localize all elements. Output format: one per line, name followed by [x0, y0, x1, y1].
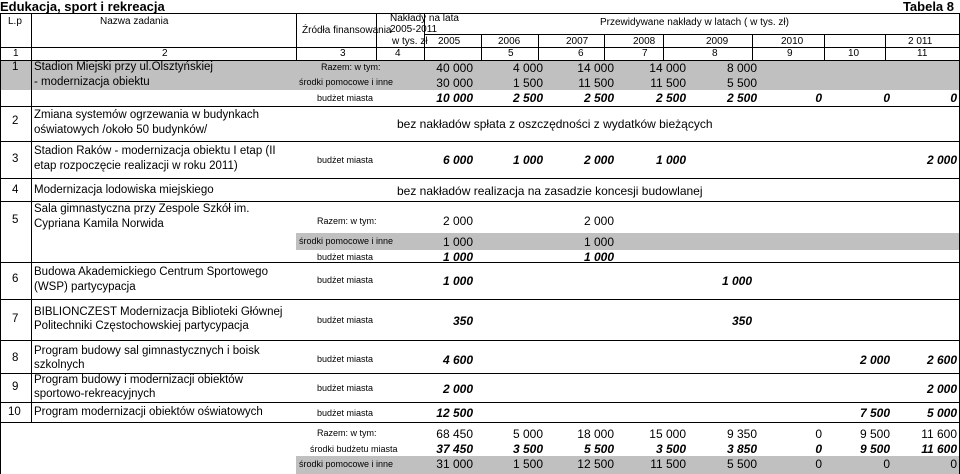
table-label: Tabela 8 [902, 0, 954, 14]
colnum-8: 8 [712, 48, 718, 59]
row7-src: budżet miasta [317, 315, 374, 325]
row1-name-1: Stadion Miejski przy ul.Olsztyńskiej [34, 61, 213, 73]
row1-2007-p: 11 500 [650, 76, 686, 90]
sum-2009-b: 0 [815, 442, 822, 456]
row5-src-2: środki pomocowe i inne [299, 236, 394, 246]
header-naklady-2: 2005-2011 [390, 24, 438, 35]
row9-lp: 9 [12, 381, 19, 393]
colnum-5: 5 [508, 48, 514, 59]
row2-name-2: oświatowych /około 50 budynków/ [34, 124, 208, 136]
row1-total-b: 10 000 [436, 91, 473, 105]
row8-name-2: szkolnych [34, 359, 85, 371]
sum-2005-b: 3 500 [512, 442, 543, 456]
header-naklady-3: w tys. zł [392, 36, 428, 47]
sum-2007-b: 3 500 [655, 442, 686, 456]
row3-name-1: Stadion Raków - modernizacja obiektu I etap (II [34, 145, 276, 157]
row5-total-b: 1 000 [442, 250, 473, 264]
sum-2009-p: 0 [815, 457, 822, 471]
year-2005: 2005 [438, 36, 461, 47]
colnum-3: 3 [340, 48, 346, 59]
sum-2011-b: 11 600 [921, 442, 957, 456]
row7-name-1: BIBLIONCZEST Modernizacja Biblioteki Głównej [34, 306, 283, 318]
row2-lp: 2 [12, 115, 19, 127]
row4-lp: 4 [12, 184, 19, 196]
row7-2007: 350 [731, 314, 752, 328]
sum-total-p: 31 000 [436, 457, 473, 471]
row1-2006-p: 11 500 [578, 76, 614, 90]
row3-total: 6 000 [442, 153, 473, 167]
sum-2008-r: 9 350 [726, 427, 757, 441]
row1-2005-p: 1 500 [512, 76, 543, 90]
sum-pomocowe-band [296, 456, 960, 474]
row3-lp: 3 [12, 153, 19, 165]
row9-name-2: sportowo-rekreacyjnych [34, 388, 156, 400]
colnum-1: 1 [13, 48, 19, 59]
row7-total: 350 [452, 314, 473, 328]
colnum-10: 10 [848, 48, 860, 59]
row1-src-2: środki pomocowe i inne [299, 77, 394, 87]
sum-2006-r: 18 000 [577, 427, 614, 441]
sum-2009-r: 0 [815, 427, 822, 441]
sum-2011-r: 11 600 [921, 427, 957, 441]
page-title: Edukacja, sport i rekreacja [0, 0, 165, 14]
sum-2010-b: 9 500 [859, 442, 890, 456]
row3-2006: 2 000 [583, 153, 614, 167]
colnum-6: 6 [578, 48, 584, 59]
row5-pomocowe-band [296, 233, 960, 250]
colnum-9: 9 [787, 48, 793, 59]
row9-total: 2 000 [442, 382, 473, 396]
row5-name-2: Cypriana Kamila Norwida [34, 218, 164, 230]
row10-src: budżet miasta [317, 408, 374, 418]
row1-2008-p: 5 500 [726, 76, 757, 90]
row5-total-p: 1 000 [442, 235, 473, 249]
header-lp: L.p [8, 16, 22, 27]
row1-src-1: Razem: w tym: [321, 62, 381, 72]
row3-2005: 1 000 [512, 153, 543, 167]
row4-name: Modernizacja lodowiska miejskiego [34, 184, 214, 196]
header-przewidywane: Przewidywane nakłady w latach ( w tys. zł) [600, 17, 789, 28]
sum-2005-p: 1 500 [512, 457, 543, 471]
row1-name-2: - modernizacja obiektu [34, 76, 150, 88]
row5-src-3: budżet miasta [317, 252, 374, 262]
row1-total-p: 30 000 [436, 76, 473, 90]
row6-lp: 6 [12, 273, 19, 285]
row7-lp: 7 [12, 313, 19, 325]
colnum-11: 11 [917, 48, 928, 59]
row1-2006-b: 2 500 [583, 91, 614, 105]
row8-2010: 2 000 [859, 353, 890, 367]
row5-total-r: 2 000 [442, 214, 473, 228]
sum-2010-r: 9 500 [859, 427, 890, 441]
row1-lp: 1 [12, 61, 19, 73]
row3-2011: 2 000 [926, 153, 957, 167]
colnum-2: 2 [162, 48, 168, 59]
row4-note: bez nakładów realizacja na zasadzie koncesji budowlanej [397, 184, 703, 198]
sum-2011-p: 0 [950, 457, 957, 471]
row6-2007: 1 000 [721, 274, 752, 288]
colnum-7: 7 [642, 48, 648, 59]
row1-2009-b: 0 [815, 91, 822, 105]
row3-src: budżet miasta [317, 155, 374, 165]
sum-2008-p: 5 500 [726, 457, 757, 471]
row1-2006-v: 14 000 [577, 61, 614, 75]
sum-2010-p: 0 [883, 457, 890, 471]
row10-total: 12 500 [436, 406, 473, 420]
row6-total: 1 000 [442, 274, 473, 288]
year-2009: 2009 [706, 36, 729, 47]
row6-name-1: Budowa Akademickiego Centrum Sportowego [34, 266, 268, 278]
row9-src: budżet miasta [317, 383, 374, 393]
year-2010: 2010 [781, 36, 804, 47]
sum-2005-r: 5 000 [512, 427, 543, 441]
row8-lp: 8 [12, 352, 19, 364]
row7-name-2: Politechniki Częstochowskiej partycypacja [34, 320, 249, 332]
row1-2007-v: 14 000 [649, 61, 686, 75]
row1-src-3: budżet miasta [317, 93, 374, 103]
header-naklady-1: Nakłady na lata [390, 13, 459, 24]
header-zrodla: Źródła finansowania [302, 25, 392, 36]
row1-2005-v: 4 000 [512, 61, 543, 75]
sum-2007-p: 11 500 [650, 457, 686, 471]
row5-name-1: Sala gimnastyczna przy Zespole Szkół im. [34, 203, 250, 215]
row1-2007-b: 2 500 [655, 91, 686, 105]
row5-src-1: Razem: w tym: [317, 216, 377, 226]
row6-name-2: (WSP) partycypacja [34, 281, 136, 293]
colnum-4: 4 [395, 48, 401, 59]
row10-lp: 10 [8, 406, 21, 418]
sum-total-r: 68 450 [436, 427, 473, 441]
sum-src-3: środki pomocowe i inne [299, 459, 394, 469]
row3-2007: 1 000 [655, 153, 686, 167]
row9-name-1: Program budowy i modernizacji obiektów [34, 374, 244, 386]
sum-src-1: Razem: w tym: [317, 428, 377, 438]
row8-2011: 2 600 [926, 353, 957, 367]
row10-name: Program modernizacji obiektów oświatowych [34, 406, 263, 418]
sum-2007-r: 15 000 [649, 427, 686, 441]
year-2006: 2006 [498, 36, 521, 47]
row5-2006-r: 2 000 [583, 214, 614, 228]
row10-2010: 7 500 [859, 406, 890, 420]
row2-name-1: Zmiana systemów ogrzewania w budynkach [34, 109, 259, 121]
row5-lp: 5 [12, 214, 19, 226]
sum-src-2: środki budżetu miasta [310, 444, 398, 454]
row1-total-v: 40 000 [436, 61, 473, 75]
row1-2008-v: 8 000 [726, 61, 757, 75]
row8-name-1: Program budowy sal gimnastycznych i boisk [34, 345, 260, 357]
row10-2011: 5 000 [926, 406, 957, 420]
row5-2006-b: 1 000 [583, 250, 614, 264]
row9-2011: 2 000 [926, 382, 957, 396]
header-nazwa: Nazwa zadania [100, 16, 169, 27]
row1-2010-b: 0 [883, 91, 890, 105]
year-2011: 2 011 [908, 36, 933, 47]
row1-2005-b: 2 500 [512, 91, 543, 105]
year-2007: 2007 [566, 36, 589, 47]
row1-2008-b: 2 500 [726, 91, 757, 105]
year-2008: 2008 [633, 36, 656, 47]
sum-2006-b: 5 500 [583, 442, 614, 456]
row3-name-2: etap rozpoczęcie realizacji w roku 2011) [34, 160, 238, 172]
row5-2006-p: 1 000 [583, 235, 614, 249]
sum-total-b: 37 450 [436, 442, 473, 456]
sum-2006-p: 12 500 [577, 457, 614, 471]
row8-total: 4 600 [442, 353, 473, 367]
row1-2011-b: 0 [950, 91, 957, 105]
row6-src: budżet miasta [317, 275, 374, 285]
sum-2008-b: 3 850 [726, 442, 757, 456]
row8-src: budżet miasta [317, 354, 374, 364]
row2-note: bez nakładów spłata z oszczędności z wydatków bieżących [397, 117, 713, 131]
